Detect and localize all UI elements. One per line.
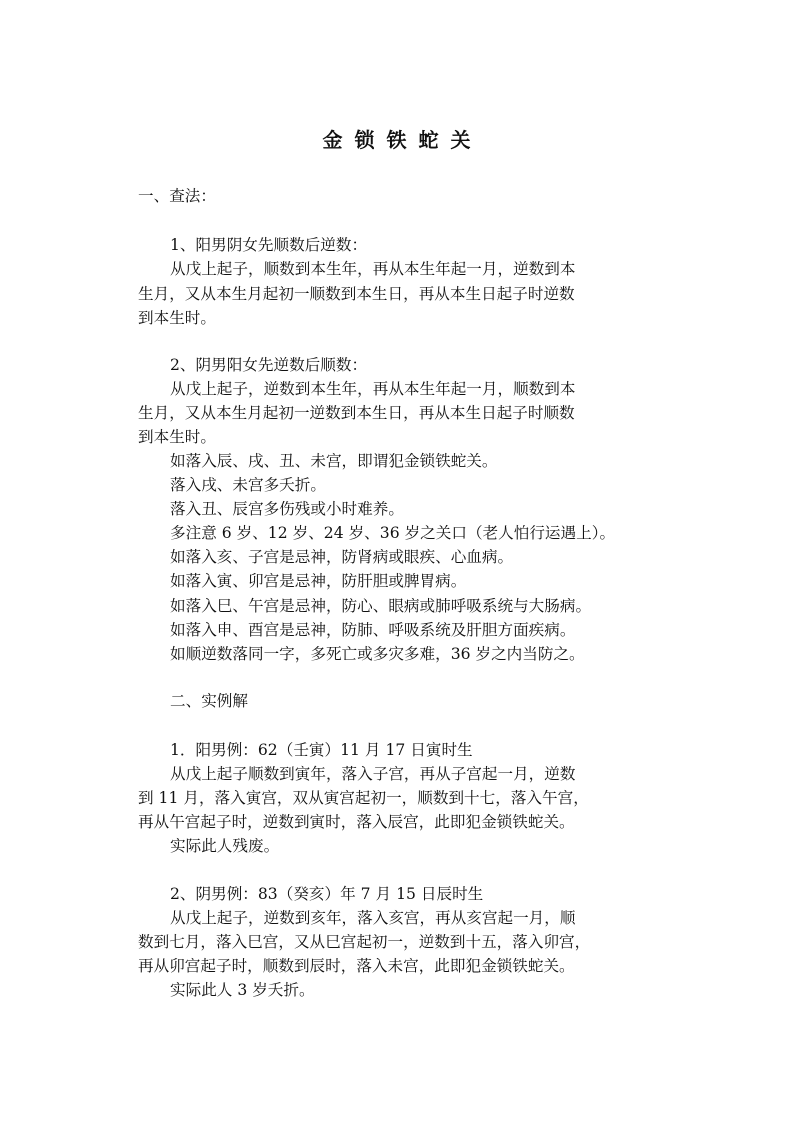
example2-line: 从戊上起子，逆数到亥年，落入亥宫，再从亥宫起一月，顺 [170, 909, 576, 927]
note-line: 落入戌、未宫多夭折。 [170, 476, 326, 494]
example2-line: 再从卯宫起子时，顺数到辰时，落入未宫，此即犯金锁铁蛇关。 [138, 957, 575, 975]
rule2-line: 从戊上起子，逆数到本生年，再从本生年起一月，顺数到本 [170, 380, 576, 398]
note-line: 如落入亥、子宫是忌神，防肾病或眼疾、心血病。 [170, 548, 514, 566]
example1-line: 到 11 月，落入寅宫，双从寅宫起初一，顺数到十七，落入午宫， [138, 789, 589, 807]
note-line: 如落入辰、戌、丑、未宫，即谓犯金锁铁蛇关。 [170, 452, 498, 470]
example1-line: 再从午宫起子时，逆数到寅时，落入辰宫，此即犯金锁铁蛇关。 [138, 813, 575, 831]
example1-line: 从戊上起子顺数到寅年，落入子宫，再从子宫起一月，逆数 [170, 765, 576, 783]
rule2-line: 生月，又从本生月起初一逆数到本生日，再从本生日起子时顺数 [138, 404, 575, 422]
rule2-line: 到本生时。 [138, 428, 216, 446]
example2-line: 数到七月，落入巳宫，又从巳宫起初一，逆数到十五，落入卯宫， [138, 933, 591, 951]
note-line: 如落入寅、卯宫是忌神，防肝胆或脾胃病。 [170, 572, 467, 590]
example1-result: 实际此人残废。 [170, 837, 280, 855]
rule1-line: 生月，又从本生月起初一顺数到本生日，再从本生日起子时逆数 [138, 285, 575, 303]
rule1-line: 从戊上起子，顺数到本生年，再从本生年起一月，逆数到本 [170, 260, 576, 278]
section-heading-examples: 二、实例解 [170, 692, 248, 710]
example1-heading: 1．阳男例：62（壬寅）11 月 17 日寅时生 [170, 741, 473, 759]
note-line: 落入丑、辰宫多伤残或小时难养。 [170, 500, 404, 518]
rule1-line: 到本生时。 [138, 309, 216, 327]
example2-result: 实际此人 3 岁夭折。 [170, 981, 315, 999]
note-line: 如顺逆数落同一字，多死亡或多灾多难，36 岁之内当防之。 [170, 645, 585, 663]
rule1-heading: 1、阳男阴女先顺数后逆数： [170, 236, 368, 254]
rule2-heading: 2、阴男阳女先逆数后顺数： [170, 356, 368, 374]
note-line: 如落入巳、午宫是忌神，防心、眼病或肺呼吸系统与大肠病。 [170, 597, 592, 615]
page-title: 金锁铁蛇关 [322, 128, 483, 152]
example2-heading: 2、阴男例：83（癸亥）年 7 月 15 日辰时生 [170, 885, 484, 903]
note-line: 多注意 6 岁、12 岁、24 岁、36 岁之关口（老人怕行运遇上）。 [170, 524, 616, 542]
section-heading-lookup: 一、查法： [138, 187, 216, 205]
note-line: 如落入申、酉宫是忌神，防肺、呼吸系统及肝胆方面疾病。 [170, 621, 576, 639]
